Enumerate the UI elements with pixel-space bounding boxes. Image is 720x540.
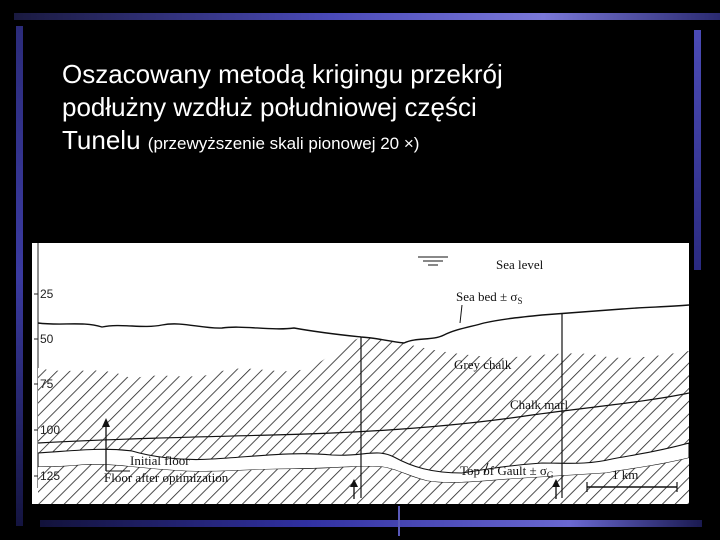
sea-bed-leader	[460, 305, 462, 323]
top-of-gault-label: Top of Gault ± $\sigma_G$	[460, 463, 554, 480]
title-line-1: Oszacowany metodą krigingu przekrój	[62, 59, 503, 89]
top-frame-bar	[14, 13, 720, 20]
y-tick-label: 50	[40, 332, 54, 346]
bottom-frame-tick	[398, 506, 400, 536]
left-frame-bar	[16, 26, 23, 526]
title-line-2: podłużny wzdłuż południowej części	[62, 92, 477, 122]
title-scale-note: (przewyższenie skali pionowej 20 ×)	[147, 134, 420, 153]
y-tick-label: 125	[40, 469, 61, 483]
y-tick-label: 75	[40, 377, 54, 391]
title-line-3: Tunelu	[62, 125, 141, 155]
initial-floor-label: Initial floor	[130, 453, 190, 468]
chalk-marl-label: Chalk marl	[510, 397, 569, 412]
cross-section-svg	[32, 243, 689, 504]
sea-level-label: Sea level	[496, 257, 544, 272]
y-tick-label: 25	[40, 287, 54, 301]
right-frame-bar	[694, 30, 701, 270]
sea-bed-line	[38, 305, 689, 343]
y-tick-label: 100	[40, 423, 61, 437]
slide-title	[62, 58, 682, 160]
floor-after-label: Floor after optimization	[104, 470, 229, 485]
scale-label: 1 km	[612, 467, 639, 482]
bottom-frame-bar	[40, 520, 702, 527]
sea-bed-label: Sea bed ± $\sigma_S$	[456, 289, 523, 306]
cross-section-figure	[32, 243, 689, 504]
grey-chalk-label: Grey chalk	[454, 357, 512, 372]
